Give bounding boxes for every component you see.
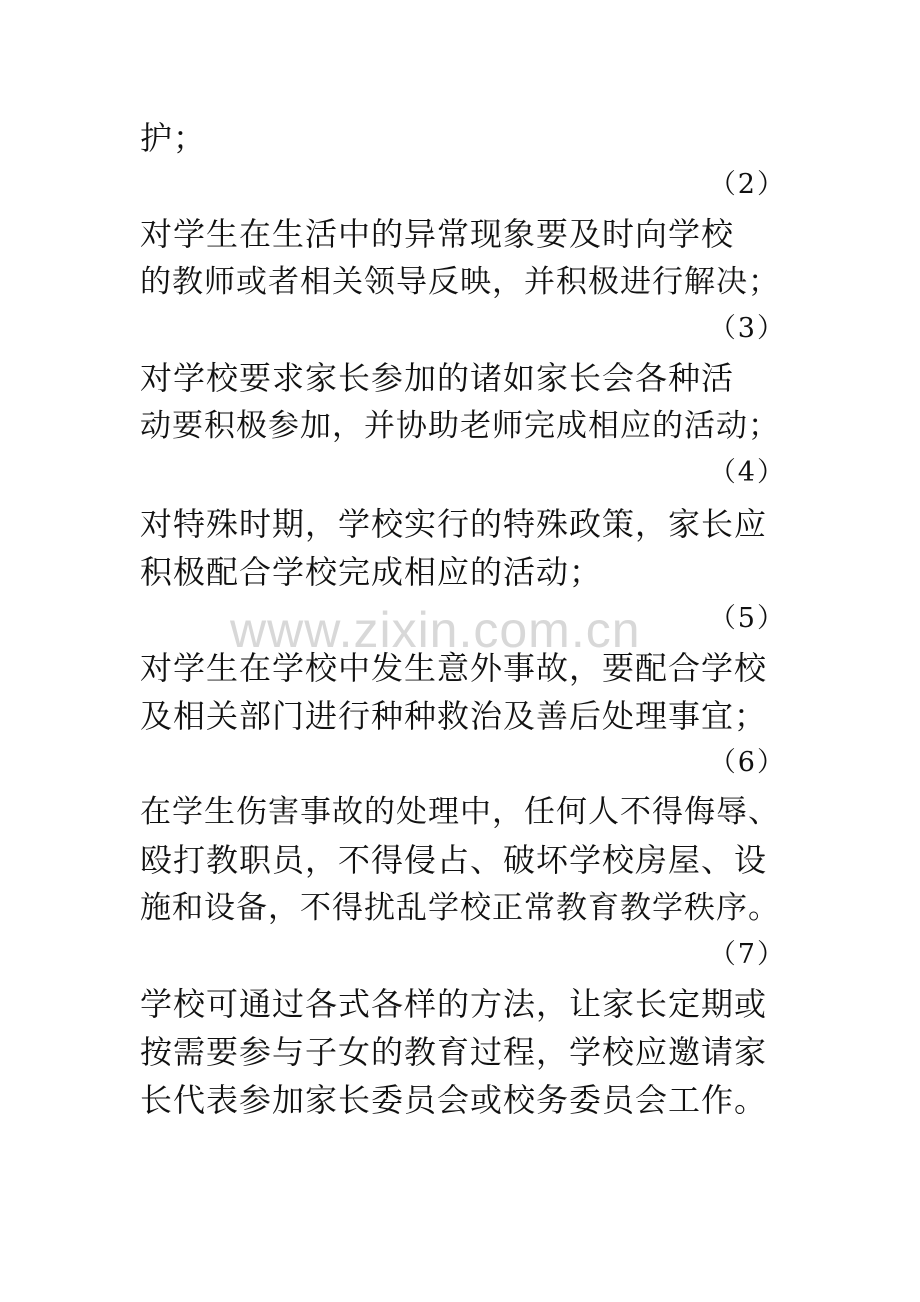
item-number: （5） bbox=[708, 603, 786, 634]
text-line: 按需要参与子女的教育过程，学校应邀请家 bbox=[140, 1033, 768, 1071]
item-number: （7） bbox=[708, 939, 786, 970]
text-line: 施和设备，不得扰乱学校正常教育教学秩序。 bbox=[140, 890, 780, 926]
text-line: 对学生在学校中发生意外事故，要配合学校 bbox=[140, 649, 768, 687]
watermark: www.zixin.com.cn bbox=[230, 602, 641, 658]
item-number: （2） bbox=[708, 169, 786, 200]
item-number: （4） bbox=[708, 457, 786, 488]
text-line: 动要积极参加，并协助老师完成相应的活动； bbox=[140, 408, 780, 444]
text-line: 在学生伤害事故的处理中，任何人不得侮辱、 bbox=[140, 794, 780, 830]
text-line: 对特殊时期，学校实行的特殊政策，家长应 bbox=[140, 505, 768, 543]
text-line: 护； bbox=[140, 119, 207, 157]
text-line: 及相关部门进行种种救治及善后处理事宜； bbox=[140, 697, 768, 735]
text-line: 积极配合学校完成相应的活动； bbox=[140, 553, 603, 591]
text-line: 长代表参加家长委员会或校务委员会工作。 bbox=[140, 1081, 768, 1119]
text-line: 殴打教职员，不得侵占、破坏学校房屋、设 bbox=[140, 841, 768, 879]
item-number: （3） bbox=[708, 313, 786, 344]
item-number: （6） bbox=[708, 747, 786, 778]
text-line: 学校可通过各式各样的方法，让家长定期或 bbox=[140, 985, 768, 1023]
text-line: 对学生在生活中的异常现象要及时向学校 bbox=[140, 215, 735, 253]
text-line: 对学校要求家长参加的诸如家长会各种活 bbox=[140, 359, 735, 397]
text-line: 的教师或者相关领导反映，并积极进行解决； bbox=[140, 264, 780, 300]
